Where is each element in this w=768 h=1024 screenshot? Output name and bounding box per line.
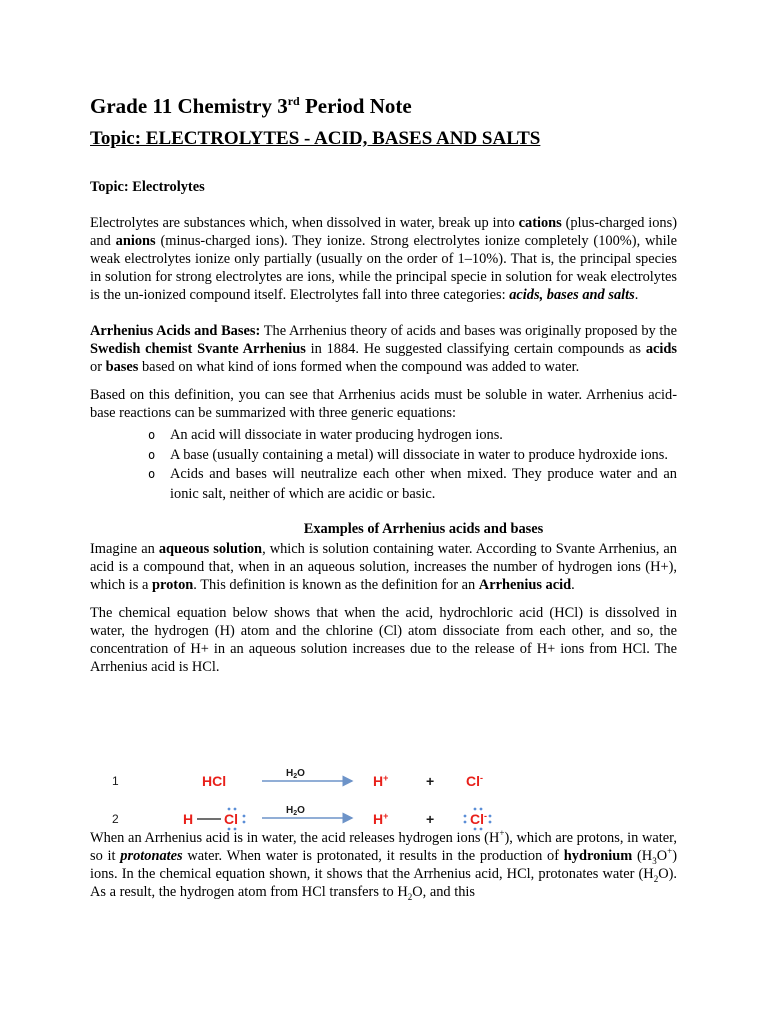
- protonation-paragraph: [90, 829, 677, 901]
- plus-sign-1: +: [426, 773, 435, 789]
- list-item-text: A base (usually containing a metal) will dissociate in water to produce hydroxide ions.: [170, 446, 668, 463]
- document-page: [90, 92, 677, 676]
- term-chemist: Swedish chemist Svante Arrhenius: [90, 341, 306, 357]
- page-title: [90, 92, 677, 120]
- water-label-2: $H_2O$: [286, 805, 305, 817]
- aqueous-paragraph: [90, 540, 677, 594]
- plus-sign-2: +: [426, 811, 435, 827]
- text-run: (minus-charged ions). They ionize. Strong electrolytes ionize completely (100%), while weak electrolytes ionize only partially (usually on the order of 1–10%). That is, the principal species in solution for strong electrolytes are ions, while the principal specie in solution for weak electrolytes is the un-ionized compound itself. Electrolytes fall into three categories:: [90, 233, 677, 303]
- text-run: (H: [632, 848, 653, 864]
- text-run: . This definition is known as the definition for an: [193, 577, 479, 593]
- text-run: The Arrhenius theory of acids and bases was originally proposed by the: [260, 323, 677, 339]
- arrhenius-lead: Arrhenius Acids and Bases:: [90, 323, 261, 339]
- examples-heading: Examples of Arrhenius acids and bases: [303, 521, 544, 537]
- term-anions: anions: [115, 233, 156, 249]
- text-run: Imagine an: [90, 541, 159, 557]
- equation-figure: [96, 763, 536, 831]
- reactant-h-atom: H: [183, 811, 194, 827]
- text-run: in 1884. He suggested classifying certain compounds as: [305, 341, 646, 357]
- text-run: (plus-charged ions) and: [90, 215, 677, 249]
- text-run: O: [656, 848, 668, 864]
- subscript: 3: [652, 855, 657, 866]
- term-hydronium: hydronium: [563, 848, 633, 864]
- arrhenius-paragraph: [90, 322, 677, 376]
- term-categories: acids, bases and salts: [509, 287, 635, 303]
- title-superscript: rd: [287, 94, 300, 108]
- text-run: When an Arrhenius acid is in water, the acid releases hydrogen ions (H: [90, 830, 500, 846]
- list-item-text: Acids and bases will neutralize each other when mixed. They produce water and an ionic salt, neither of which are acidic or basic.: [170, 466, 677, 502]
- text-run: , which is solution containing water. According to Svante Arrhenius, an acid is a compound that, when in an aqueous solution, increases the number of hydrogen ions (H+), which is a: [90, 541, 677, 593]
- title-main: Grade 11 Chemistry 3: [90, 94, 288, 118]
- text-run: Electrolytes are substances which, when dissolved in water, break up into: [90, 215, 519, 231]
- text-run: .: [571, 577, 575, 593]
- text-run: ) ions. In the chemical equation shown, it shows that the Arrhenius acid, HCl, protonates water (H: [90, 848, 677, 882]
- superscript: +: [667, 846, 673, 857]
- list-item: [148, 426, 677, 446]
- term-protonates: protonates: [120, 848, 183, 864]
- definition-paragraph: Based on this definition, you can see that Arrhenius acids must be soluble in water. Arrhenius acid-base reactions can be summarized with three generic equations:: [90, 387, 677, 421]
- term-aqueous-solution: aqueous solution: [158, 541, 263, 557]
- hcl-paragraph: The chemical equation below shows that when the acid, hydrochloric acid (HCl) is dissolved in water, the hydrogen (H) atom and the chlorine (Cl) atom dissociate from each other, and so, the concentration of H+ in an aqueous solution increases due to the release of H+ ions from HCl. The Arrhenius acid is HCl.: [90, 605, 677, 675]
- text-run: O). As a result, the hydrogen atom from HCl transfers to H: [90, 866, 677, 900]
- term-cations: cations: [518, 215, 562, 231]
- product-h-ion-1: H+: [373, 773, 389, 789]
- subscript: 2: [407, 891, 413, 902]
- chemical-equation-image: [96, 763, 536, 831]
- text-run: O, and this: [412, 884, 475, 900]
- electrolytes-paragraph: [90, 214, 677, 304]
- equation-row-1-number: 1: [112, 774, 119, 788]
- bullet-marker: o: [148, 428, 156, 442]
- product-cl-ion-1: Cl-: [466, 773, 483, 789]
- subscript: 2: [653, 873, 659, 884]
- product-h-ion-2: H+: [373, 811, 389, 827]
- main-topic: Topic: ELECTROLYTES - ACID, BASES AND SALTS: [90, 128, 541, 149]
- reactant-hcl: HCl: [202, 773, 227, 789]
- equation-row-2-number: 2: [112, 812, 119, 826]
- term-arrhenius-acid: Arrhenius acid: [478, 577, 572, 593]
- list-item: [148, 465, 677, 504]
- superscript: +: [499, 828, 505, 839]
- water-label-1: $H_2O$: [286, 768, 305, 780]
- text-run: water. When water is protonated, it results in the production of: [182, 848, 564, 864]
- term-acids: acids: [645, 341, 677, 357]
- list-item-text: An acid will dissociate in water producing hydrogen ions.: [170, 427, 503, 443]
- text-run: or: [90, 359, 106, 375]
- text-run: based on what kind of ions formed when the compound was added to water.: [138, 359, 580, 375]
- reactant-cl-atom: Cl: [224, 811, 238, 827]
- bullet-marker: o: [148, 447, 156, 462]
- product-cl-ion-2: Cl-: [470, 811, 487, 827]
- text-run: .: [634, 287, 639, 303]
- section-heading-electrolytes: Topic: Electrolytes: [90, 179, 205, 195]
- equations-list: [90, 426, 677, 504]
- term-proton: proton: [151, 577, 194, 593]
- list-item: [148, 446, 677, 466]
- term-bases: bases: [105, 359, 139, 375]
- text-run: ), which are protons, in water, so it: [90, 830, 677, 864]
- title-tail: Period Note: [299, 94, 412, 118]
- bullet-marker: o: [148, 467, 156, 481]
